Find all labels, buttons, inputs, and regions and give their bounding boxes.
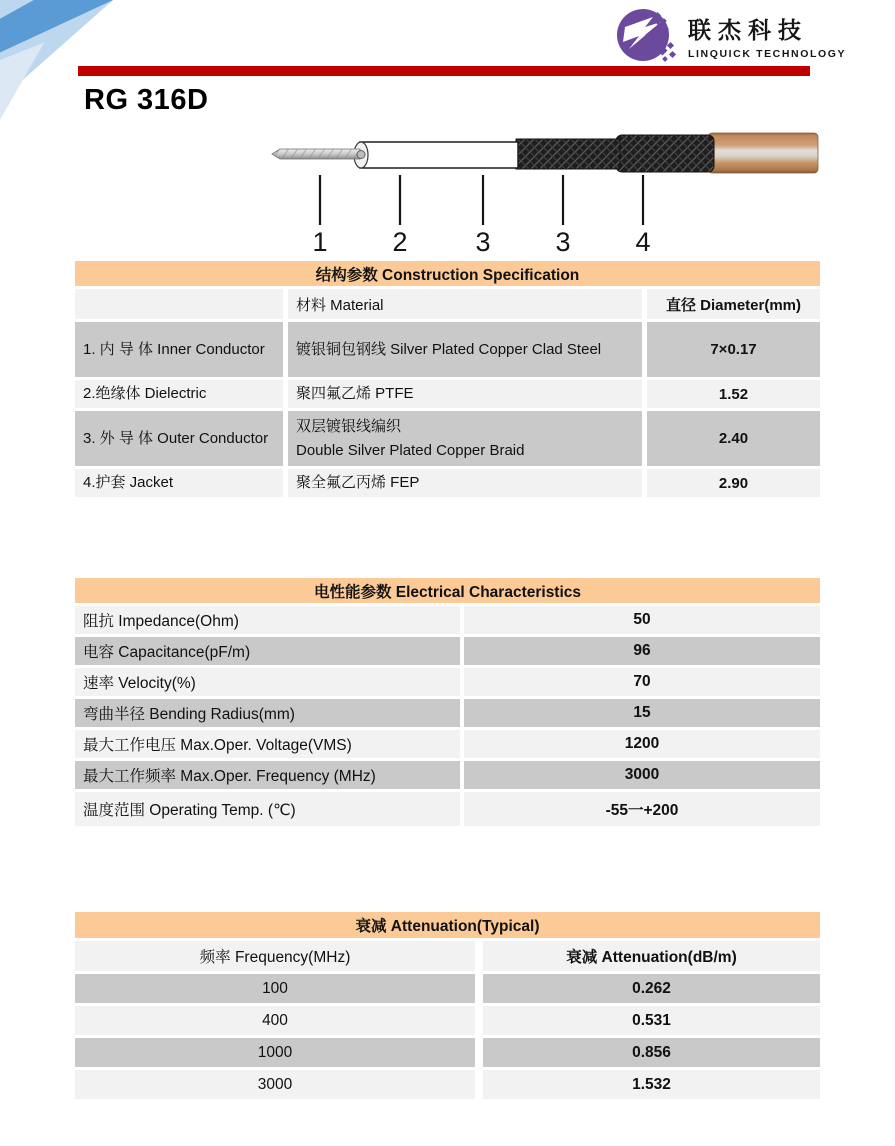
electrical-row-label: 阻抗 Impedance(Ohm) bbox=[75, 606, 460, 634]
attenuation-header-attenuation: 衰减 Attenuation(dB/m) bbox=[483, 941, 820, 971]
attenuation-row-frequency: 100 bbox=[75, 974, 475, 1003]
electrical-row-label: 最大工作频率 Max.Oper. Frequency (MHz) bbox=[75, 761, 460, 789]
electrical-table-title: 电性能参数 Electrical Characteristics bbox=[75, 578, 820, 603]
attenuation-row-value: 0.262 bbox=[483, 974, 820, 1003]
attenuation-row-value: 0.856 bbox=[483, 1038, 820, 1067]
attenuation-row-frequency: 3000 bbox=[75, 1070, 475, 1099]
diagram-label-4: 3 bbox=[555, 227, 571, 255]
header-divider-bar bbox=[78, 66, 810, 76]
electrical-row-value: 1200 bbox=[464, 730, 820, 758]
cable-jacket bbox=[708, 133, 818, 173]
electrical-row-label: 弯曲半径 Bending Radius(mm) bbox=[75, 699, 460, 727]
diagram-label-5: 4 bbox=[635, 227, 651, 255]
company-name bbox=[688, 12, 878, 60]
construction-row-diameter: 2.90 bbox=[647, 469, 820, 497]
attenuation-row-frequency: 400 bbox=[75, 1006, 475, 1035]
electrical-row-value: 70 bbox=[464, 668, 820, 696]
attenuation-row-frequency: 1000 bbox=[75, 1038, 475, 1067]
electrical-row-value: -55一+200 bbox=[464, 792, 820, 826]
company-name-en: LINQUICK TECHNOLOGY bbox=[688, 48, 847, 60]
diagram-label-3: 3 bbox=[475, 227, 491, 255]
diagram-pointer-lines bbox=[320, 175, 643, 225]
electrical-row-label: 速率 Velocity(%) bbox=[75, 668, 460, 696]
electrical-row-value: 50 bbox=[464, 606, 820, 634]
construction-row-name: 3. 外 导 体 Outer Conductor bbox=[75, 411, 283, 466]
electrical-row-label: 温度范围 Operating Temp. (℃) bbox=[75, 792, 460, 826]
diagram-number-labels bbox=[312, 227, 650, 255]
construction-row-name: 4.护套 Jacket bbox=[75, 469, 283, 497]
cable-diagram bbox=[260, 125, 820, 255]
cable-dielectric bbox=[354, 142, 518, 168]
construction-row-material: 聚四氟乙烯 PTFE bbox=[288, 380, 642, 408]
company-logo-icon bbox=[615, 5, 681, 65]
electrical-row-value: 15 bbox=[464, 699, 820, 727]
attenuation-row-value: 0.531 bbox=[483, 1006, 820, 1035]
page-title: RG 316D bbox=[84, 84, 209, 116]
attenuation-header-frequency: 频率 Frequency(MHz) bbox=[75, 941, 475, 971]
cable-outer-braid-1 bbox=[516, 139, 620, 169]
construction-row-name: 1. 内 导 体 Inner Conductor bbox=[75, 322, 283, 377]
diagram-label-1: 1 bbox=[312, 227, 328, 255]
construction-row-diameter: 1.52 bbox=[647, 380, 820, 408]
construction-table-title: 结构参数 Construction Specification bbox=[75, 261, 820, 286]
attenuation-table-title: 衰减 Attenuation(Typical) bbox=[75, 912, 820, 938]
attenuation-row-value: 1.532 bbox=[483, 1070, 820, 1099]
cable-inner-conductor bbox=[272, 149, 365, 159]
construction-header-blank bbox=[75, 289, 283, 319]
construction-row-diameter: 7×0.17 bbox=[647, 322, 820, 377]
cable-outer-braid-2 bbox=[616, 135, 714, 172]
construction-table bbox=[75, 261, 820, 497]
construction-row-name: 2.绝缘体 Dielectric bbox=[75, 380, 283, 408]
construction-row-material: 双层镀银线编织 Double Silver Plated Copper Braid bbox=[288, 411, 642, 466]
electrical-row-value: 3000 bbox=[464, 761, 820, 789]
construction-header-material: 材料 Material bbox=[288, 289, 642, 319]
company-name-cn: 联杰科技 bbox=[688, 17, 808, 43]
electrical-row-value: 96 bbox=[464, 637, 820, 665]
attenuation-table bbox=[75, 912, 820, 1099]
electrical-row-label: 电容 Capacitance(pF/m) bbox=[75, 637, 460, 665]
electrical-table bbox=[75, 578, 820, 826]
electrical-row-label: 最大工作电压 Max.Oper. Voltage(VMS) bbox=[75, 730, 460, 758]
diagram-label-2: 2 bbox=[392, 227, 408, 255]
construction-row-diameter: 2.40 bbox=[647, 411, 820, 466]
construction-header-diameter: 直径 Diameter(mm) bbox=[647, 289, 820, 319]
construction-row-material: 聚全氟乙丙烯 FEP bbox=[288, 469, 642, 497]
construction-row-material: 镀银铜包钢线 Silver Plated Copper Clad Steel bbox=[288, 322, 642, 377]
